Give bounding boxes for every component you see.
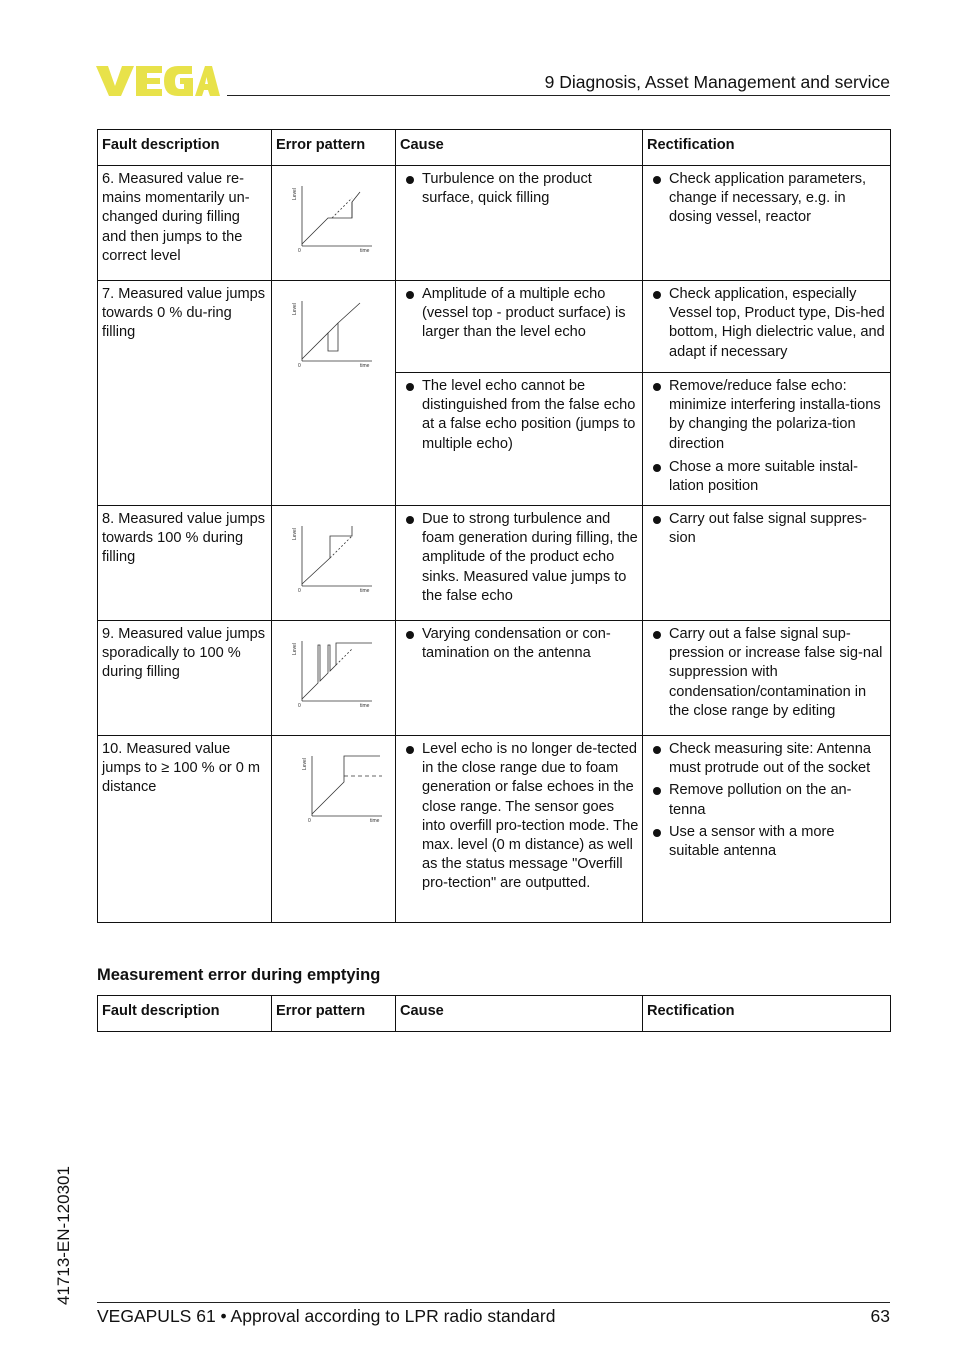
table-row bbox=[98, 621, 891, 736]
cause-item: Level echo is no longer de-tected in the close range due to foam generation or false echoes in the close range. The sensor goes into overfill pro-tection mode. The max. level (0 m distance) as well as the status message "Overfill pro-tection" are outputted. bbox=[400, 740, 639, 894]
fault-description: 10. Measured value jumps to ≥ 100 % or 0 m distance bbox=[98, 736, 272, 923]
error-pattern-graph bbox=[292, 178, 376, 254]
error-pattern-cell bbox=[272, 281, 396, 506]
rectification-item: Check application parameters, change if necessary, e.g. in dosing vessel, reactor bbox=[647, 170, 887, 228]
y-axis-label: Level bbox=[302, 758, 308, 770]
cause-cell bbox=[396, 166, 643, 281]
cause-cell bbox=[396, 621, 643, 736]
x-axis-label: time bbox=[360, 248, 370, 254]
header-cause: Cause bbox=[396, 130, 643, 166]
filling-error-table bbox=[97, 129, 891, 923]
header-pattern: Error pattern bbox=[272, 130, 396, 166]
error-pattern-cell bbox=[272, 621, 396, 736]
cause-item: Varying condensation or con-tamination on the antenna bbox=[400, 625, 639, 663]
header-fault: Fault description bbox=[98, 130, 272, 166]
fault-description: 7. Measured value jumps towards 0 % du-ring filling bbox=[98, 281, 272, 506]
table-row bbox=[98, 281, 891, 373]
footer-title: VEGAPULS 61 • Approval according to LPR radio standard bbox=[97, 1306, 556, 1326]
y-axis-label: Level bbox=[292, 528, 298, 540]
rectification-item: Remove/reduce false echo: minimize interfering installa-tions by changing the polariza-tion direction bbox=[647, 377, 887, 454]
cause-item: Amplitude of a multiple echo (vessel top - product surface) is larger than the level echo bbox=[400, 285, 639, 343]
error-pattern-cell bbox=[272, 506, 396, 621]
rectification-cell bbox=[643, 373, 891, 506]
fault-description: 9. Measured value jumps sporadically to 100 % during filling bbox=[98, 621, 272, 736]
origin-label: 0 bbox=[308, 818, 311, 824]
x-axis-label: time bbox=[370, 818, 380, 824]
footer-rule bbox=[97, 1302, 890, 1303]
rectification-item: Carry out false signal suppres-sion bbox=[647, 510, 887, 548]
rectification-cell bbox=[643, 621, 891, 736]
error-pattern-graph bbox=[292, 633, 376, 709]
table-row bbox=[98, 166, 891, 281]
origin-label: 0 bbox=[298, 588, 301, 594]
rectification-item: Remove pollution on the an-tenna bbox=[647, 781, 887, 819]
emptying-section-title: Measurement error during emptying bbox=[97, 966, 381, 984]
error-pattern-cell bbox=[272, 736, 396, 923]
fault-description: 8. Measured value jumps towards 100 % during filling bbox=[98, 506, 272, 621]
section-title: 9 Diagnosis, Asset Management and service bbox=[544, 72, 890, 92]
rectification-cell bbox=[643, 736, 891, 923]
rectification-item: Carry out a false signal sup-pression or increase false sig-nal suppression with condensation/contamination in the close range by editing bbox=[647, 625, 887, 721]
emptying-error-table bbox=[97, 995, 891, 1032]
cause-item: Due to strong turbulence and foam generation during filling, the amplitude of the product echo sinks. Measured value jumps to the false echo bbox=[400, 510, 639, 606]
vega-logo bbox=[96, 64, 220, 98]
cause-cell bbox=[396, 506, 643, 621]
x-axis-label: time bbox=[360, 588, 370, 594]
header-fault: Fault description bbox=[98, 996, 272, 1032]
cause-cell bbox=[396, 281, 643, 373]
header-cause: Cause bbox=[396, 996, 643, 1032]
origin-label: 0 bbox=[298, 363, 301, 369]
header-rectification: Rectification bbox=[643, 130, 891, 166]
rectification-item: Chose a more suitable instal-lation position bbox=[647, 458, 887, 496]
origin-label: 0 bbox=[298, 703, 301, 709]
error-pattern-cell bbox=[272, 166, 396, 281]
error-pattern-graph bbox=[292, 518, 376, 594]
y-axis-label: Level bbox=[292, 188, 298, 200]
rectification-item: Use a sensor with a more suitable antenna bbox=[647, 823, 887, 861]
y-axis-label: Level bbox=[292, 643, 298, 655]
header-rectification: Rectification bbox=[643, 996, 891, 1032]
cause-item: The level echo cannot be distinguished from the false echo at a false echo position (jumps to multiple echo) bbox=[400, 377, 639, 454]
rectification-item: Check application, especially Vessel top, Product type, Dis-hed bottom, High dielectric value, and adapt if necessary bbox=[647, 285, 887, 362]
rectification-cell bbox=[643, 281, 891, 373]
x-axis-label: time bbox=[360, 363, 370, 369]
page-number: 63 bbox=[870, 1306, 890, 1326]
table-row bbox=[98, 736, 891, 923]
error-pattern-graph bbox=[302, 748, 386, 824]
header-rule bbox=[227, 95, 890, 96]
table-header-row bbox=[98, 130, 891, 166]
document-code-wrap bbox=[52, 1160, 74, 1305]
x-axis-label: time bbox=[360, 703, 370, 709]
origin-label: 0 bbox=[298, 248, 301, 254]
fault-description: 6. Measured value re-mains momentarily un-changed during filling and then jumps to the correct level bbox=[98, 166, 272, 281]
table-header-row bbox=[98, 996, 891, 1032]
rectification-cell bbox=[643, 506, 891, 621]
cause-item: Turbulence on the product surface, quick filling bbox=[400, 170, 639, 208]
cause-cell bbox=[396, 736, 643, 923]
y-axis-label: Level bbox=[292, 303, 298, 315]
document-code: 41713-EN-120301 bbox=[54, 1166, 73, 1305]
header-pattern: Error pattern bbox=[272, 996, 396, 1032]
rectification-item: Check measuring site: Antenna must protrude out of the socket bbox=[647, 740, 887, 778]
rectification-cell bbox=[643, 166, 891, 281]
cause-cell bbox=[396, 373, 643, 506]
table-row bbox=[98, 506, 891, 621]
error-pattern-graph bbox=[292, 293, 376, 369]
